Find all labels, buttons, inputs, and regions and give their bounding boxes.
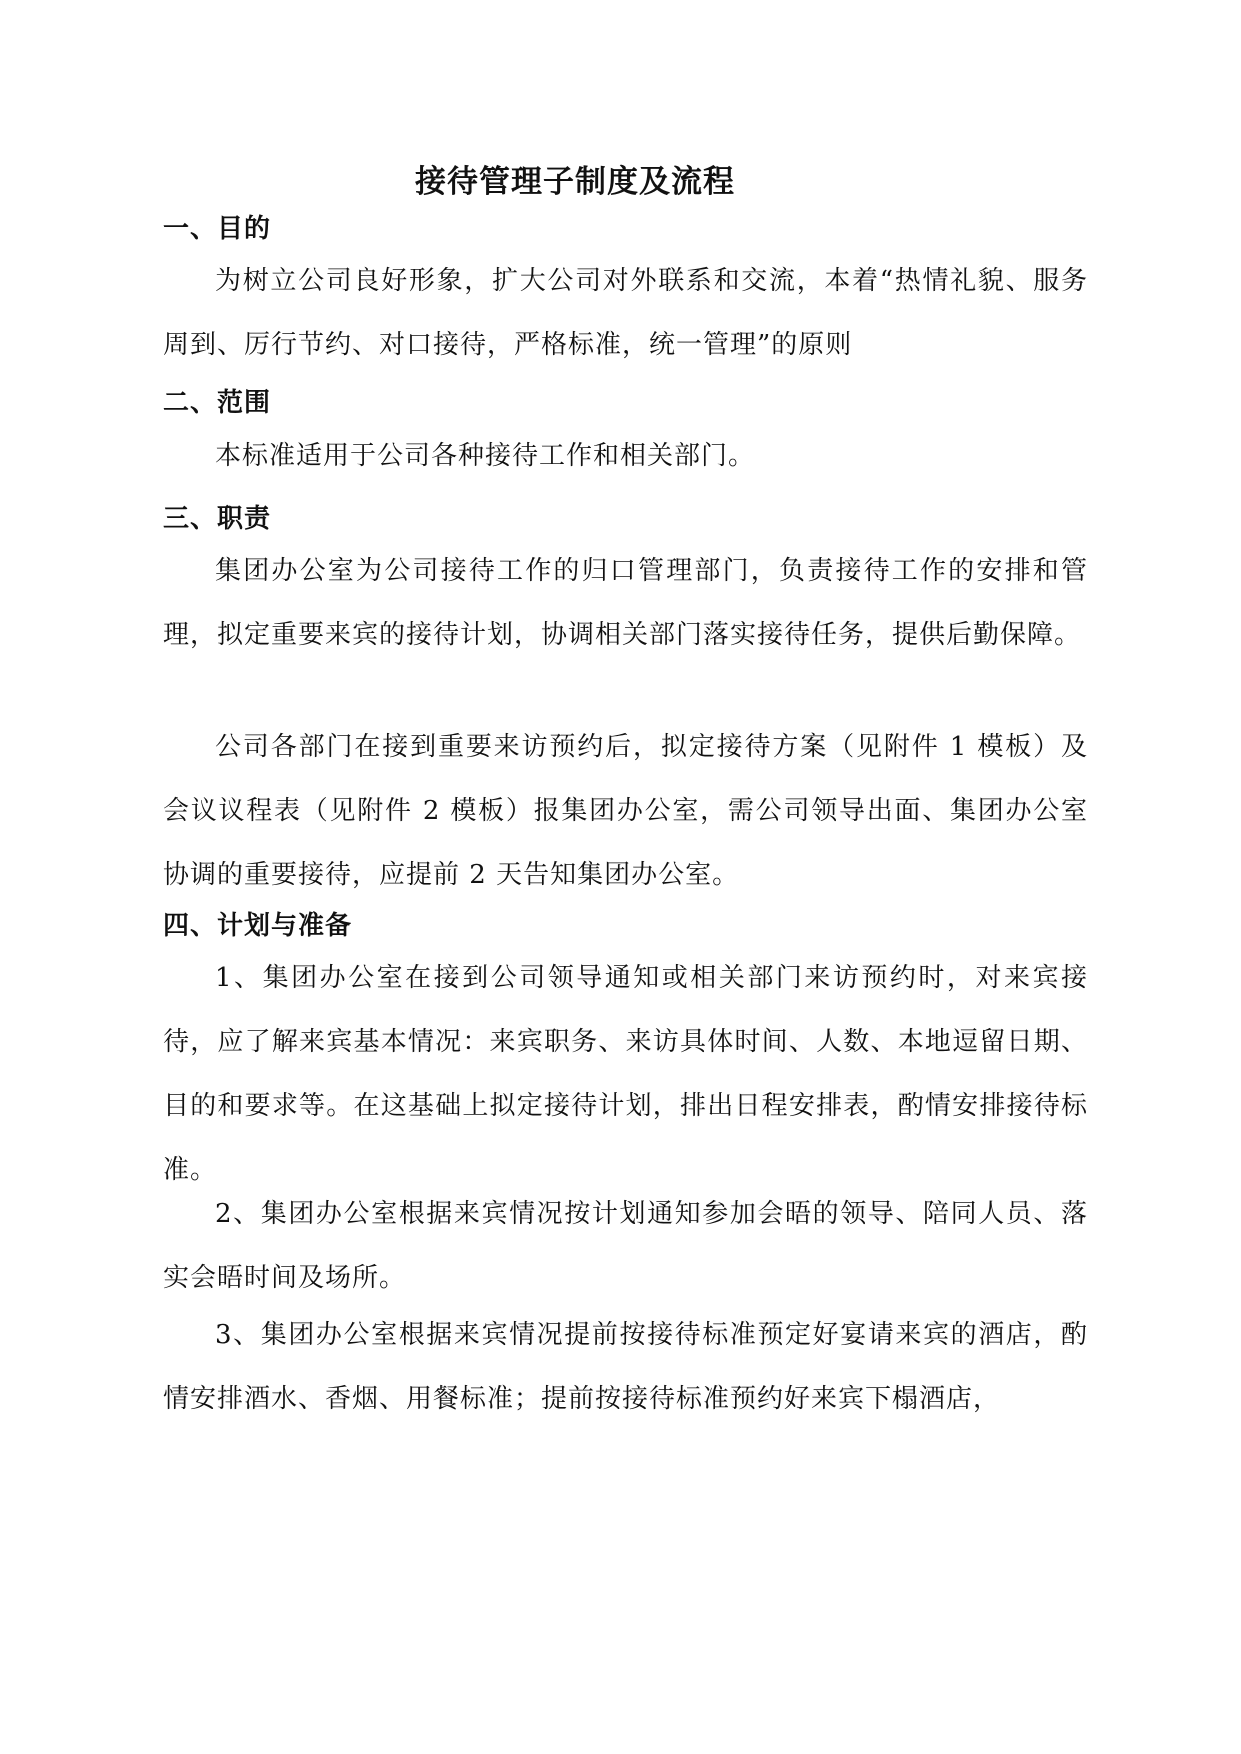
paragraph-responsibility-2: 公司各部门在接到重要来访预约后，拟定接待方案（见附件 1 模板）及会议议程表（见附件 2 模板）报集团办公室，需公司领导出面、集团办公室协调的重要接待，应提前 2 天告知集团办公室。 — [163, 732, 1088, 890]
paragraph-plan-2: 2、集团办公室根据来宾情况按计划通知参加会晤的领导、陪同人员、落实会晤时间及场所。 — [163, 1199, 1088, 1293]
paragraph-responsibility-1: 集团办公室为公司接待工作的归口管理部门，负责接待工作的安排和管理，拟定重要来宾的接待计划，协调相关部门落实接待任务，提供后勤保障。 — [163, 556, 1088, 650]
paragraph-plan-1: 1、集团办公室在接到公司领导通知或相关部门来访预约时，对来宾接待，应了解来宾基本情况：来宾职务、来访具体时间、人数、本地逗留日期、目的和要求等。在这基础上拟定接待计划，排出日程安排表，酌情安排接待标准。 — [163, 963, 1088, 1185]
section-heading-scope: 二、范围 — [163, 388, 272, 418]
section-heading-purpose: 一、目的 — [163, 214, 272, 244]
document-title: 接待管理子制度及流程 — [415, 164, 735, 200]
section-heading-responsibility: 三、职责 — [163, 504, 272, 534]
section-heading-plan: 四、计划与准备 — [163, 911, 353, 941]
paragraph-scope: 本标准适用于公司各种接待工作和相关部门。 — [215, 441, 756, 471]
paragraph-purpose: 为树立公司良好形象，扩大公司对外联系和交流，本着“热情礼貌、服务周到、厉行节约、对口接待，严格标准，统一管理”的原则 — [163, 266, 1088, 360]
paragraph-plan-3: 3、集团办公室根据来宾情况提前按接待标准预定好宴请来宾的酒店，酌情安排酒水、香烟、用餐标准；提前按接待标准预约好来宾下榻酒店， — [163, 1320, 1088, 1414]
